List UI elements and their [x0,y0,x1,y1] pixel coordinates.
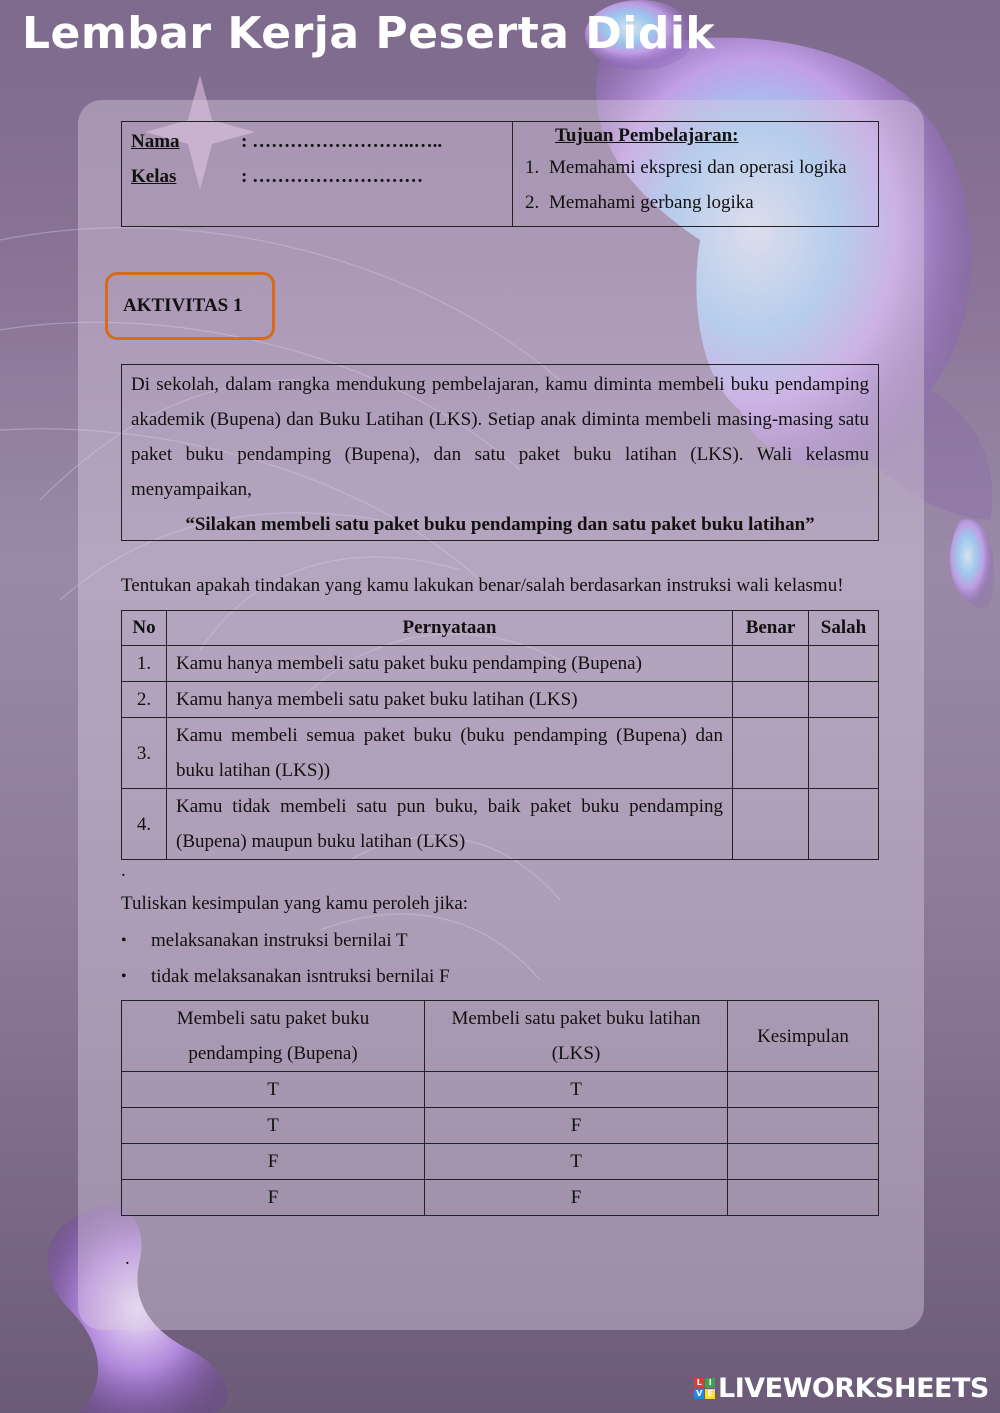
objective-item [519,185,872,220]
table-row [122,1180,879,1216]
class-row [131,159,503,194]
row-statement: Kamu hanya membeli satu paket buku latihan (LKS) [167,682,733,718]
false-answer-cell[interactable] [809,646,879,682]
statement-table [121,610,879,860]
name-field[interactable]: : ……………………..….. [241,130,443,152]
row-number: 1. [122,646,167,682]
value-bupena: T [122,1072,425,1108]
header-true: Benar [733,611,809,646]
value-lks: F [425,1108,728,1144]
conclusion-input-cell[interactable] [728,1108,879,1144]
identity-cell [122,122,513,227]
true-answer-cell[interactable] [733,646,809,682]
conclusion-input-cell[interactable] [728,1180,879,1216]
class-field[interactable]: : ……………………… [241,165,424,187]
value-bupena: F [122,1180,425,1216]
table-row [122,718,879,789]
list-item [121,963,450,999]
name-row [131,124,503,159]
row-number: 4. [122,789,167,860]
table-row [122,1072,879,1108]
list-item-text: melaksanakan instruksi bernilai T [151,930,408,951]
header-statement: Pernyataan [167,611,733,646]
table-row [122,1144,879,1180]
objective-text: Memahami ekspresi dan operasi logika [549,156,847,178]
worksheet-title: Lembar Kerja Peserta Didik [22,8,716,59]
name-label: Nama [131,130,180,152]
false-answer-cell[interactable] [809,682,879,718]
row-number: 3. [122,718,167,789]
story-paragraph: Di sekolah, dalam rangka mendukung pembelajaran, kamu diminta membeli buku pendamping akademik (Bupena) dan Buku Latihan (LKS). Setiap anak diminta membeli masing-masing satu paket buku pendamping (Bupena), dan satu paket buku latihan (LKS). Wali kelasmu menyampaikan, [131,374,869,500]
teacher-quote: “Silakan membeli satu paket buku pendamping dan satu paket buku latihan” [185,514,815,535]
objectives-title: Tujuan Pembelajaran: [555,125,739,146]
bullet-icon: • [121,932,127,949]
value-lks: T [425,1144,728,1180]
objectives-cell [513,122,879,227]
conclusion-input-cell[interactable] [728,1144,879,1180]
false-answer-cell[interactable] [809,718,879,789]
logo-mark-icon: L I V E [694,1378,715,1399]
value-bupena: F [122,1144,425,1180]
class-label: Kelas [131,165,177,187]
table-header-row [122,611,879,646]
true-answer-cell[interactable] [733,789,809,860]
conclusion-input-cell[interactable] [728,1072,879,1108]
true-answer-cell[interactable] [733,718,809,789]
objective-number: 2. [525,191,540,213]
false-answer-cell[interactable] [809,789,879,860]
table-row [122,1108,879,1144]
list-item [121,927,450,963]
header-no: No [122,611,167,646]
bullet-icon: • [121,968,127,985]
value-bupena: T [122,1108,425,1144]
instruction-text: Tentukan apakah tindakan yang kamu lakukan benar/salah berdasarkan instruksi wali kelasmu! [121,575,844,596]
value-lks: T [425,1072,728,1108]
condition-list [121,927,450,999]
end-dot: . [125,1248,130,1269]
conclusion-lead: Tuliskan kesimpulan yang kamu peroleh jika: [121,893,469,914]
brand-name: LIVEWORKSHEETS [718,1372,989,1404]
list-item-text: tidak melaksanakan isntruksi bernilai F [151,966,450,987]
table-row [122,646,879,682]
table-row [122,789,879,860]
separator-dot: . [121,860,126,881]
row-statement: Kamu membeli semua paket buku (buku pendamping (Bupena) dan buku latihan (LKS)) [167,718,733,789]
objective-text: Memahami gerbang logika [549,191,754,213]
story-box [121,364,879,541]
identity-objectives-box [121,121,879,227]
objective-item [519,150,872,185]
table-row [122,682,879,718]
activity-label: AKTIVITAS 1 [105,272,275,340]
header-lks: Membeli satu paket buku latihan (LKS) [425,1001,728,1072]
true-answer-cell[interactable] [733,682,809,718]
objective-number: 1. [525,156,540,178]
row-statement: Kamu hanya membeli satu paket buku pendamping (Bupena) [167,646,733,682]
liveworksheets-logo[interactable] [694,1372,989,1404]
row-number: 2. [122,682,167,718]
table-header-row [122,1001,879,1072]
row-statement: Kamu tidak membeli satu pun buku, baik paket buku pendamping (Bupena) maupun buku latihan (LKS) [167,789,733,860]
value-lks: F [425,1180,728,1216]
header-conclusion: Kesimpulan [728,1001,879,1072]
header-false: Salah [809,611,879,646]
header-bupena: Membeli satu paket buku pendamping (Bupena) [122,1001,425,1072]
truth-table [121,1000,879,1216]
